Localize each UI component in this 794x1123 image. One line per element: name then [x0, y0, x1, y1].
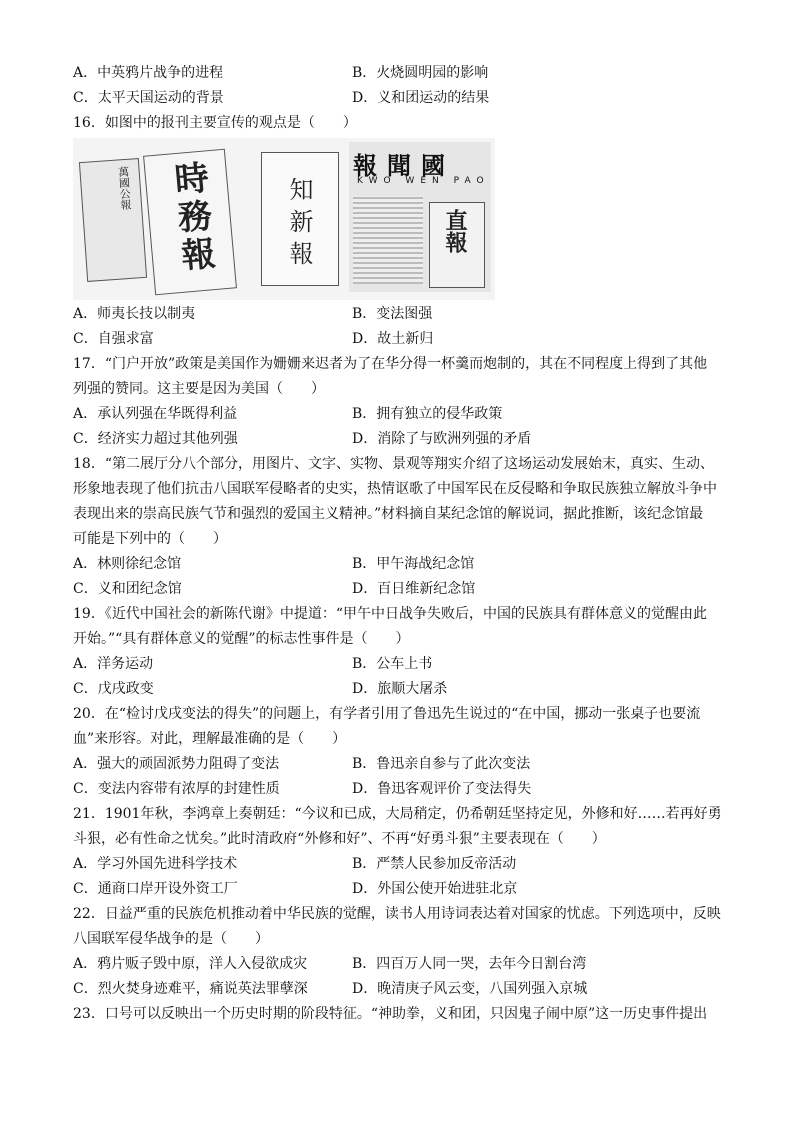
newspaper-zhi	[429, 202, 485, 288]
q16-stem: 16．如图中的报刊主要宣传的观点是（ ）	[73, 115, 357, 131]
q15-option-b: B．火烧圆明园的影响	[352, 65, 489, 81]
q21-stem-1: 21．1901年秋，李鸿章上奏朝廷：“今议和已成，大局稍定，仍希朝廷坚持定见，外修和好……若再好勇	[73, 806, 722, 822]
q15-option-a: A．中英鸦片战争的进程	[73, 65, 224, 81]
q22-stem-2: 八国联军侵华战争的是（ ）	[73, 931, 269, 947]
q17-option-c: C．经济实力超过其他列强	[73, 431, 238, 447]
q21-option-c: C．通商口岸开设外资工厂	[73, 881, 238, 897]
newspaper-guowen-body	[353, 196, 423, 284]
newspaper-guowen-subtitle: KWO WEN PAO	[357, 176, 490, 186]
q18-option-d: D．百日维新纪念馆	[352, 581, 476, 597]
q19-option-c: C．戊戌政变	[73, 681, 154, 697]
q16-option-a: A．师夷长技以制夷	[73, 306, 196, 322]
q17-stem-1: 17．“门户开放”政策是美国作为姗姗来迟者为了在华分得一杯羹而炮制的，其在不同程度上得到了其他	[73, 356, 708, 372]
q15-option-d: D．义和团运动的结果	[352, 90, 490, 106]
q16-option-b: B．变法图强	[352, 306, 433, 322]
q20-stem-1: 20．在“检讨戊戌变法的得失”的问题上，有学者引用了鲁迅先生说过的“在中国，挪动一张桌子也要流	[73, 706, 701, 722]
newspaper-zhi-title: 直報	[442, 209, 468, 253]
q22-stem-1: 22．日益严重的民族危机推动着中华民族的觉醒，读书人用诗词表达着对国家的忧虑。下列选项中，反映	[73, 906, 721, 922]
q20-option-c: C．变法内容带有浓厚的封建性质	[73, 781, 280, 797]
q21-option-b: B．严禁人民参加反帝活动	[352, 856, 517, 872]
newspaper-zhixin	[261, 152, 339, 286]
q21-option-d: D．外国公使开始进驻北京	[352, 881, 518, 897]
q20-option-d: D．鲁迅客观评价了变法得失	[352, 781, 532, 797]
newspaper-wanguo-label: 萬國公報	[116, 165, 133, 211]
q22-option-a: A．鸦片贩子毁中原，洋人入侵欲成灾	[73, 956, 308, 972]
q22-option-d: D．晚清庚子风云变，八国列强入京城	[352, 981, 588, 997]
newspaper-guowen-title: 國聞報	[353, 151, 455, 180]
q22-option-b: B．四百万人同一哭，去年今日割台湾	[352, 956, 587, 972]
q18-option-c: C．义和团纪念馆	[73, 581, 182, 597]
q16-option-c: C．自强求富	[73, 331, 154, 347]
q17-option-a: A．承认列强在华既得利益	[73, 406, 238, 422]
newspaper-guowen	[349, 142, 491, 292]
q19-stem-1: 19．《近代中国社会的新陈代谢》中提道：“甲午中日战争失败后，中国的民族具有群体意义的觉醒由此	[73, 606, 707, 622]
newspaper-shiwu	[143, 149, 237, 296]
q21-option-a: A．学习外国先进科学技术	[73, 856, 238, 872]
q18-stem-1: 18．“第二展厅分八个部分，用图片、文字、实物、景观等翔实介绍了这场运动发展始末，真实、生动、	[73, 456, 714, 472]
newspaper-wanguo	[79, 158, 147, 282]
q19-stem-2: 开始。”“具有群体意义的觉醒”的标志性事件是（ ）	[73, 631, 410, 647]
q18-stem-3: 表现出来的崇高民族气节和强烈的爱国主义精神。”材料摘自某纪念馆的解说词，据此推断，该纪念馆最	[73, 506, 704, 522]
q23-stem-1: 23．口号可以反映出一个历史时期的阶段特征。“神助拳，义和团，只因鬼子闹中原”这一历史事件提出	[73, 1006, 708, 1022]
q18-option-a: A．林则徐纪念馆	[73, 556, 182, 572]
q15-option-c: C．太平天国运动的背景	[73, 90, 224, 106]
q20-stem-2: 血”来形容。对此，理解最准确的是（ ）	[73, 731, 347, 747]
q20-option-b: B．鲁迅亲自参与了此次变法	[352, 756, 531, 772]
q17-option-d: D．消除了与欧洲列强的矛盾	[352, 431, 532, 447]
q19-option-b: B．公车上书	[352, 656, 433, 672]
q17-stem-2: 列强的赞同。这主要是因为美国（ ）	[73, 381, 325, 397]
newspaper-zhixin-title: 知新報	[285, 177, 313, 273]
q19-option-d: D．旅顺大屠杀	[352, 681, 448, 697]
q21-stem-2: 斗狠，必有性命之忧矣。”此时清政府“外修和好”、不再“好勇斗狠”主要表现在（ ）	[73, 831, 606, 847]
q16-option-d: D．故土新归	[352, 331, 434, 347]
q18-stem-4: 可能是下列中的（ ）	[73, 531, 227, 547]
q22-option-c: C．烈火焚身迹难平，痛说英法罪孽深	[73, 981, 308, 997]
q18-option-b: B．甲午海战纪念馆	[352, 556, 475, 572]
q20-option-a: A．强大的顽固派势力阻碍了变法	[73, 756, 280, 772]
q19-option-a: A．洋务运动	[73, 656, 154, 672]
q18-stem-2: 形象地表现了他们抗击八国联军侵略者的史实，热情讴歌了中国军民在反侵略和争取民族独立解放斗争中	[73, 481, 717, 497]
newspaper-figure	[73, 138, 495, 300]
newspaper-shiwu-title: 時務報	[166, 159, 217, 277]
q17-option-b: B．拥有独立的侵华政策	[352, 406, 503, 422]
